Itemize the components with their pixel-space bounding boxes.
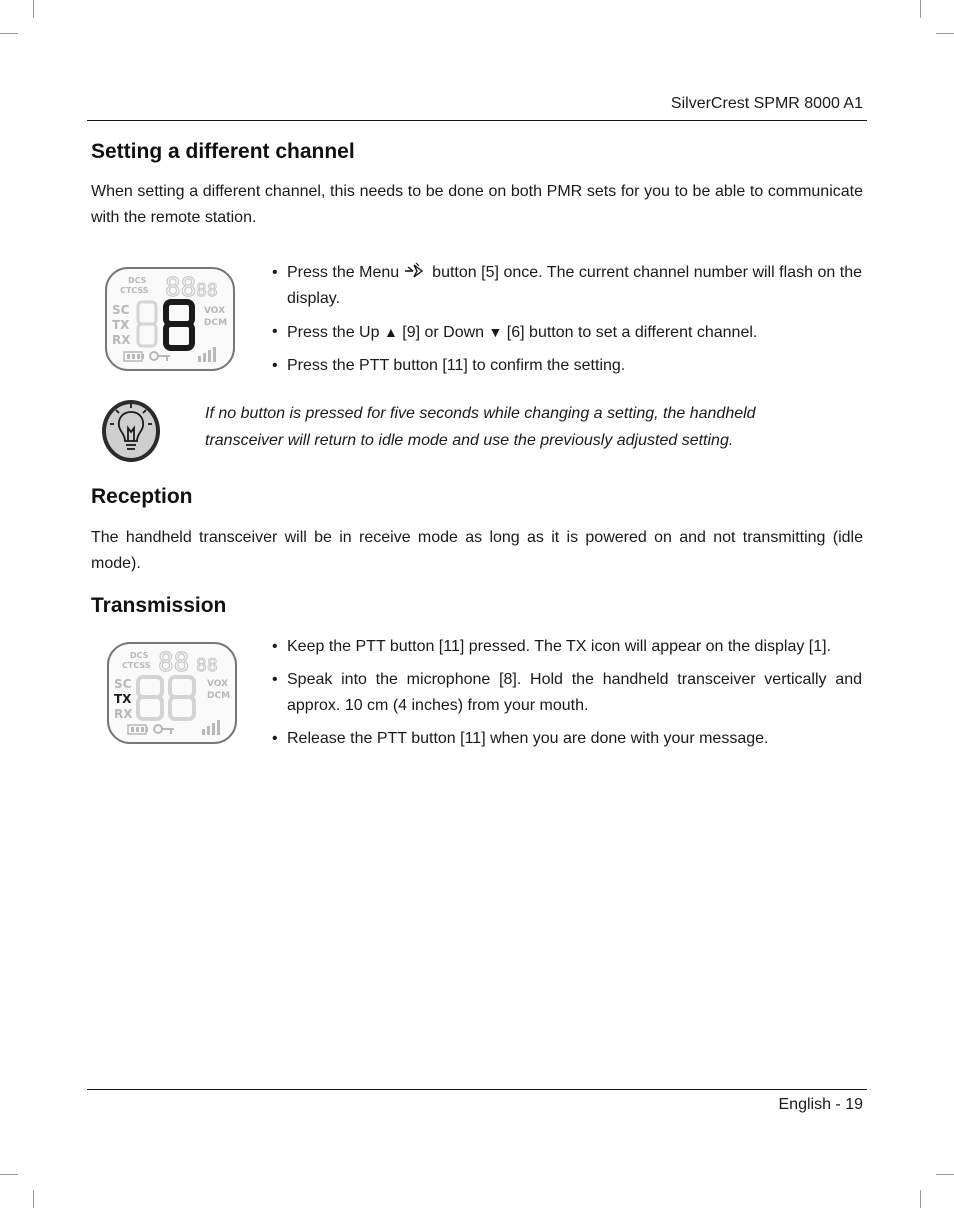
lcd-display-tx-illustration bbox=[106, 641, 238, 745]
heading-transmission: Transmission bbox=[91, 594, 227, 617]
reception-paragraph: The handheld transceiver will be in receive mode as long as it is powered on and not transmitting (idle mode). bbox=[91, 529, 863, 572]
svg-text:88: 88 bbox=[158, 648, 190, 678]
crop-mark bbox=[920, 1190, 921, 1208]
heading-setting-channel: Setting a different channel bbox=[91, 140, 355, 163]
up-arrow-icon: ▲ bbox=[383, 324, 398, 340]
page-header-title: SilverCrest SPMR 8000 A1 bbox=[670, 95, 863, 112]
channel-steps-list bbox=[272, 260, 862, 386]
lcd-rx-label: RX bbox=[112, 333, 131, 347]
crop-mark bbox=[33, 1190, 34, 1208]
intro-paragraph: When setting a different channel, this needs to be done on both PMR sets for you to be able to communicate with the remote station. bbox=[91, 183, 863, 226]
svg-text:SC: SC bbox=[114, 677, 132, 691]
lcd-dcs-label: DCS bbox=[128, 276, 147, 285]
lcd-tx-active-label: TX bbox=[114, 692, 132, 706]
svg-text:88: 88 bbox=[196, 655, 218, 676]
svg-text:RX: RX bbox=[114, 707, 133, 721]
crop-mark bbox=[936, 33, 954, 34]
lcd-vox-label: VOX bbox=[204, 306, 226, 316]
list-item: • Speak into the microphone [8]. Hold the handheld transceiver vertically and approx. 10 cm (4 inches) from your mouth. bbox=[272, 667, 862, 719]
down-arrow-icon: ▼ bbox=[488, 324, 503, 340]
list-item: • Press the Up ▲ [9] or Down ▼ [6] button to set a different channel. bbox=[272, 319, 862, 346]
svg-text:VOX: VOX bbox=[207, 679, 229, 689]
list-item: • Press the PTT button [11] to confirm the setting. bbox=[272, 353, 862, 379]
lcd-code-digits: 88 bbox=[165, 273, 197, 303]
svg-text:DCM: DCM bbox=[207, 691, 231, 701]
tip-note-text: If no button is pressed for five seconds while changing a setting, the handheld transceiver will return to idle mode and use the previously adjusted setting. bbox=[205, 405, 756, 449]
list-item: • Press the Menu button [5] once. The current channel number will flash on the display. bbox=[272, 260, 862, 312]
lcd-ctcss-label: CTCSS bbox=[120, 286, 149, 295]
transmission-steps-list bbox=[272, 634, 862, 759]
crop-mark bbox=[936, 1174, 954, 1175]
footer-rule bbox=[87, 1089, 867, 1090]
svg-text:CTCSS: CTCSS bbox=[122, 661, 151, 670]
lcd-small-digits: 88 bbox=[196, 280, 218, 301]
lcd-sc-label: SC bbox=[112, 303, 130, 317]
list-item: • Release the PTT button [11] when you are done with your message. bbox=[272, 726, 862, 752]
list-item: • Keep the PTT button [11] pressed. The TX icon will appear on the display [1]. bbox=[272, 634, 862, 660]
lcd-display-channel-illustration bbox=[104, 266, 236, 372]
page-footer: English - 19 bbox=[778, 1096, 863, 1113]
header-rule bbox=[87, 120, 867, 121]
heading-reception: Reception bbox=[91, 485, 193, 508]
crop-mark bbox=[0, 33, 18, 34]
crop-mark bbox=[920, 0, 921, 18]
menu-button-icon bbox=[404, 262, 428, 280]
lcd-dcm-label: DCM bbox=[204, 318, 228, 328]
crop-mark bbox=[33, 0, 34, 18]
lcd-tx-label: TX bbox=[112, 318, 130, 332]
lightbulb-tip-icon bbox=[100, 398, 162, 464]
svg-text:DCS: DCS bbox=[130, 651, 149, 660]
crop-mark bbox=[0, 1174, 18, 1175]
